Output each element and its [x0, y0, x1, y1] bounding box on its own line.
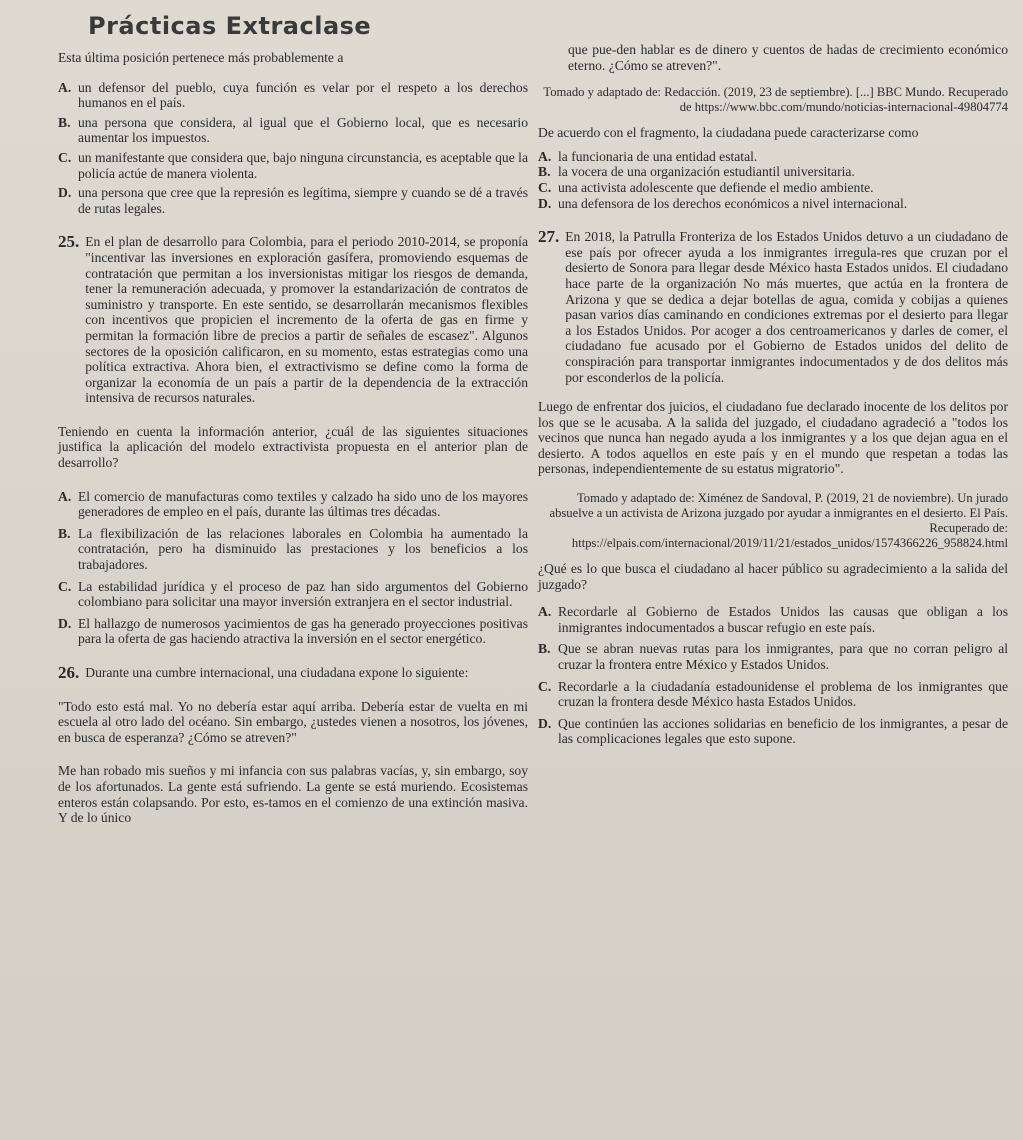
q27-options: [538, 604, 1008, 747]
q25-option-d: D. El hallazgo de numerosos yacimientos de gas ha generado proyecciones positivas para la oferta de gas haciendo atractiva la inversión en el sector energético.: [58, 615, 528, 647]
q26-option-a: A. la funcionaria de una entidad estatal.: [538, 148, 758, 164]
q25-question: Teniendo en cuenta la información anterior, ¿cuál de las siguientes situaciones justifica la aplicación del modelo extractivista propuesta en el anterior plan de desarrollo?: [58, 423, 528, 471]
q27-citation: Tomado y adaptado de: Ximénez de Sandoval, P. (2019, 21 de noviembre). Un jurado absuelve a un activista de Arizona juzgado por ayudar a inmigrantes en el desierto. El País. Recuperado de: https://elpais.com/internacional/2019/11/21/estados_unidos/1574366226_958824.html: [549, 491, 1008, 551]
q25-options: [58, 489, 528, 647]
q24-option-c: C. un manifestante que considera que, bajo ninguna circunstancia, es aceptable que la policía actúe de manera violenta.: [58, 149, 528, 181]
q25-option-a: A. El comercio de manufacturas como textiles y calzado ha sido uno de los mayores generadores de empleo en el país, durante las últimas tres décadas.: [58, 488, 528, 520]
q27-option-c: C. Recordarle a la ciudadanía estadounidense el problema de los inmigrantes que cruzan la frontera desde México hasta Estados Unidos.: [538, 678, 1008, 710]
page-title: Prácticas Extraclase: [88, 12, 372, 40]
q27-passage: [538, 229, 1008, 385]
q26-option-b: B. la vocera de una organización estudiantil universitaria.: [538, 164, 855, 180]
q24-option-a: A. un defensor del pueblo, cuya función es velar por el respeto a los derechos humanos en el país.: [58, 79, 528, 111]
q26-quote-paragraph-2: Me han robado mis sueños y mi infancia con sus palabras vacías, y, sin embargo, soy de los afortunados. La gente está sufriendo. La gente se está muriendo. Ecosistemas enteros están colapsando. Por esto, es-tamos en el comienzo de una extinción masiva. Y de lo único: [58, 763, 528, 826]
q26-quote-continuation: que pue-den hablar es de dinero y cuentos de hadas de crecimiento económico eterno. ¿Cómo se atreven?".: [568, 42, 1008, 73]
q26-question: De acuerdo con el fragmento, la ciudadana puede caracterizarse como: [538, 125, 919, 141]
q26-number: 26.: [58, 663, 80, 682]
q27-number: 27.: [538, 227, 560, 247]
left-column: [58, 50, 528, 826]
q27-option-a: A. Recordarle al Gobierno de Estados Unidos las causas que obligan a los inmigrantes indocumentados a buscar refugio en este país.: [538, 604, 1008, 635]
q24-option-b: B. una persona que considera, al igual que el Gobierno local, que es necesario aumentar los impuestos.: [58, 114, 528, 146]
q27-option-d: D. Que continúen las acciones solidarias en beneficio de los inmigrantes, a pesar de las complicaciones legales que esto supone.: [538, 715, 1008, 747]
q26-intro-text: Durante una cumbre internacional, una ciudadana expone lo siguiente:: [85, 665, 469, 680]
q26-option-d: D. una defensora de los derechos económicos a nivel internacional.: [538, 195, 908, 211]
q24-options: [58, 80, 528, 217]
q27-text-paragraph-2: Luego de enfrentar dos juicios, el ciudadano fue declarado inocente de los delitos por los que se le acusaba. A la salida del juzgado, el ciudadano agradeció a "todos los vecinos que nunca han negado ayuda a los inmigrantes y a los que dejan agua en el desierto. A todos aquellos en este país y en el mundo que respetan a todas las personas, independientemente de su estatus migratorio".: [538, 399, 1008, 477]
q24-option-d: D. una persona que cree que la represión es legítima, siempre y cuando se dé a través de rutas legales.: [58, 185, 528, 216]
q26-option-c: C. una activista adolescente que defiende el medio ambiente.: [538, 179, 874, 195]
q25-passage: [58, 234, 528, 406]
right-column: [538, 42, 1008, 747]
q27-text-paragraph-1: En 2018, la Patrulla Fronteriza de los Estados Unidos detuvo a un ciudadano de ese país por ofrecer ayuda a los inmigrantes irregula-res que cruzan por el desierto de Sonora para llegar desde México hasta Estados unidos. El ciudadano hace parte de la organización No más muertes, que actúa en la frontera de Arizona y que se dedica a dejar botellas de agua, comida y cobijas a quienes pasan varios días caminando en condiciones extremas por el desierto para llegar a los Estados Unidos. Por acoger a dos centroamericanos y darles de comer, el ciudadano fue acusado por el Gobierno de Estados unidos del delito de conspiración para transportar inmigrantes indocumentados y de dos delitos más por esconderlos de la policía.: [565, 229, 1008, 385]
q26-intro: [58, 665, 528, 681]
q25-number: 25.: [58, 232, 80, 252]
q27-question: ¿Qué es lo que busca el ciudadano al hacer público su agradecimiento a la salida del juzgado?: [538, 561, 1008, 592]
q26-options: [538, 149, 1008, 211]
q27-option-b: B. Que se abran nuevas rutas para los inmigrantes, para que no corran peligro al cruzar la frontera entre México y Estados Unidos.: [538, 641, 1008, 673]
q25-option-c: C. La estabilidad jurídica y el proceso de paz han sido argumentos del Gobierno colombiano para solicitar una mayor inversión extranjera en el sector industrial.: [58, 578, 528, 610]
q24-stem: Esta última posición pertenece más probablemente a: [58, 50, 344, 65]
q26-citation: Tomado y adaptado de: Redacción. (2019, 23 de septiembre). [...] BBC Mundo. Recuperado de https://www.bbc.com/mundo/noticias-internacional-49804774: [543, 85, 1008, 115]
q26-quote-paragraph-1: "Todo esto está mal. Yo no debería estar aquí arriba. Debería estar de vuelta en mi escuela al otro lado del océano. Sin embargo, ¿ustedes vienen a nosotros, los jóvenes, en busca de esperanza? ¿Cómo se atreven?": [58, 698, 528, 745]
q25-option-b: B. La flexibilización de las relaciones laborales en Colombia ha aumentado la contratación, pero ha disminuido las prestaciones y los beneficios a los trabajadores.: [58, 525, 528, 573]
q25-text: En el plan de desarrollo para Colombia, para el periodo 2010-2014, se proponía "incentivar las inversiones en exploración gasífera, promoviendo esquemas de contratación que permitan a los inversionistas mitigar los riesgos de demanda, tener la remuneración adecuada, y promover la estandarización de contratos de suministro y transporte. En este sentido, se desarrollarán mecanismos flexibles con incentivos que propicien el incremento de la oferta de gas en firme y permitan la formación libre de precios a partir de señales de escasez". Algunos sectores de la oposición calificaron, en su momento, estas estrategias como una política extractiva. Ahora bien, el extractivismo se define como la forma de organizar la economía de un país a partir de la dependencia de la extracción intensiva de recursos naturales.: [85, 234, 528, 406]
